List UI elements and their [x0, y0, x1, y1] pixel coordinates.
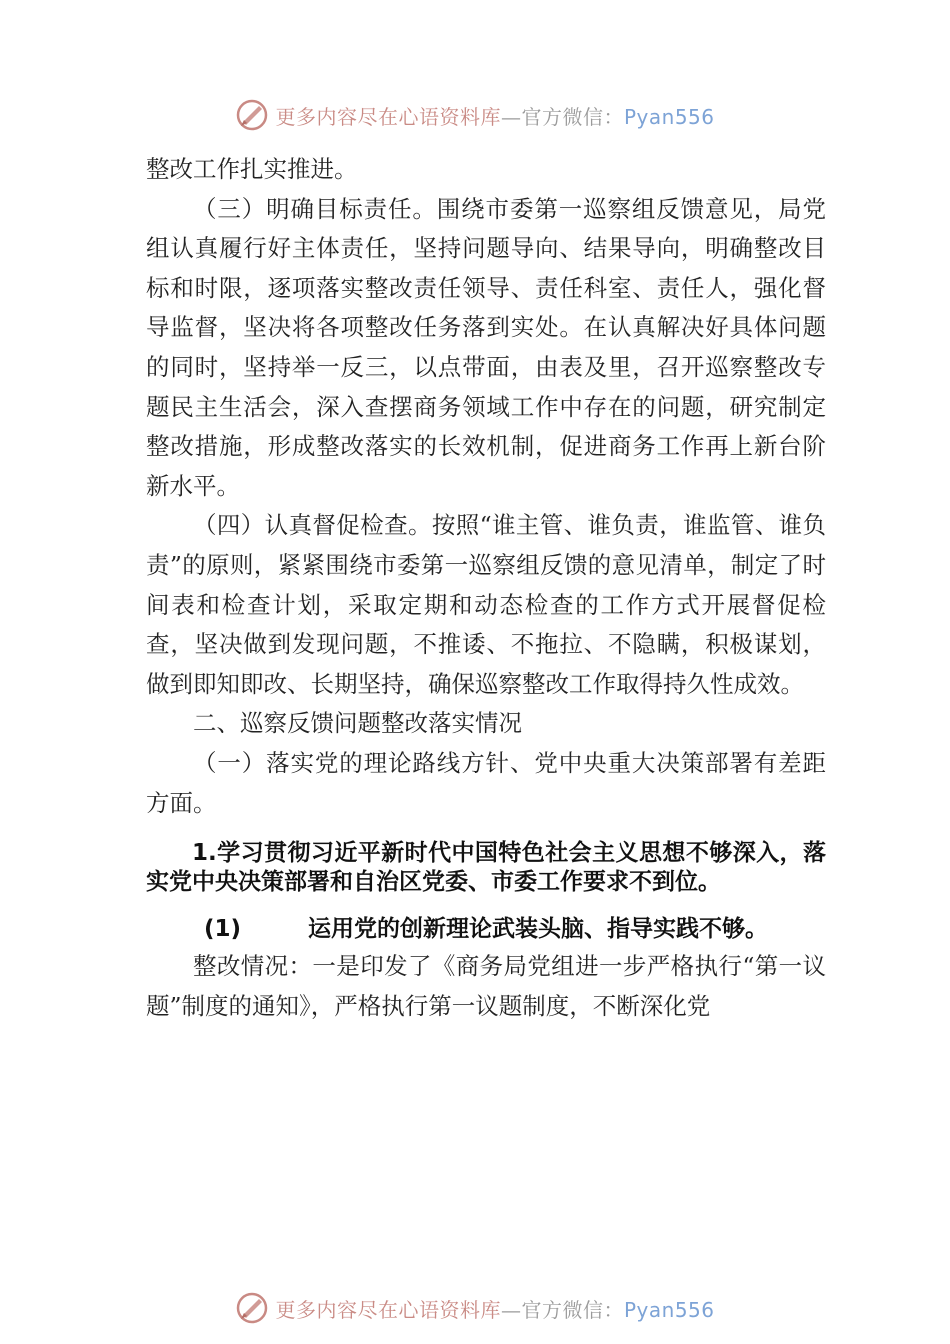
watermark-account: Pyan556 — [623, 104, 715, 129]
paragraph-5: （一）落实党的理论路线方针、党中央重大决策部署有差距方面。 — [146, 748, 826, 817]
subheading-number: (1) — [204, 916, 242, 943]
section-heading: 二、巡察反馈问题整改落实情况 — [193, 709, 522, 738]
watermark-account: Pyan556 — [623, 1297, 715, 1322]
watermark-wechat: 官方微信： — [521, 104, 624, 129]
watermark-main: 更多内容尽在心语资料库 — [275, 104, 501, 129]
bold-heading-1: 1.学习贯彻习近平新时代中国特色社会主义思想不够深入，落实党中央决策部署和自治区党委、市委工作要求不到位。 — [146, 840, 826, 896]
paragraph-1: 整改工作扎实推进。 — [146, 155, 358, 183]
paragraph-3: （四）认真督促检查。按照“谁主管、谁负责，谁监管、谁负责”的原则，紧紧围绕市委第一巡察组反馈的意见清单，制定了时间表和检查计划，采取定期和动态检查的工作方式开展督促检查，坚决做到发现问题，不推诿、不拖拉、不隐瞒，积极谋划，做到即知即改、长期坚持，确保巡察整改工作取得持久性成效。 — [146, 511, 826, 698]
bold-subheading — [146, 911, 826, 947]
header-watermark — [0, 95, 950, 135]
pen-circle-logo-icon — [235, 98, 269, 132]
footer-watermark — [0, 1288, 950, 1328]
document-body — [146, 150, 826, 1026]
pen-circle-logo-icon — [235, 1291, 269, 1325]
watermark-main: 更多内容尽在心语资料库 — [275, 1297, 501, 1322]
watermark-text — [275, 1294, 714, 1323]
paragraph-8: 整改情况：一是印发了《商务局党组进一步严格执行“第一议题”制度的通知》，严格执行第一议题制度，不断深化党 — [146, 952, 826, 1020]
watermark-separator: — — [500, 1297, 522, 1322]
paragraph-2: （三）明确目标责任。围绕市委第一巡察组反馈意见，局党组认真履行好主体责任，坚持问题导向、结果导向，明确整改目标和时限，逐项落实整改责任领导、责任科室、责任人，强化督导监督，坚决将各项整改任务落到实处。在认真解决好具体问题的同时，坚持举一反三，以点带面，由表及里，召开巡察整改专题民主生活会，深入查摆商务领域工作中存在的问题，研究制定整改措施，形成整改落实的长效机制，促进商务工作再上新台阶新水平。 — [146, 194, 826, 500]
subheading-text: 运用党的创新理论武装头脑、指导实践不够。 — [308, 916, 768, 943]
watermark-wechat: 官方微信： — [521, 1297, 624, 1322]
watermark-text — [275, 101, 714, 130]
watermark-separator: — — [500, 104, 522, 129]
